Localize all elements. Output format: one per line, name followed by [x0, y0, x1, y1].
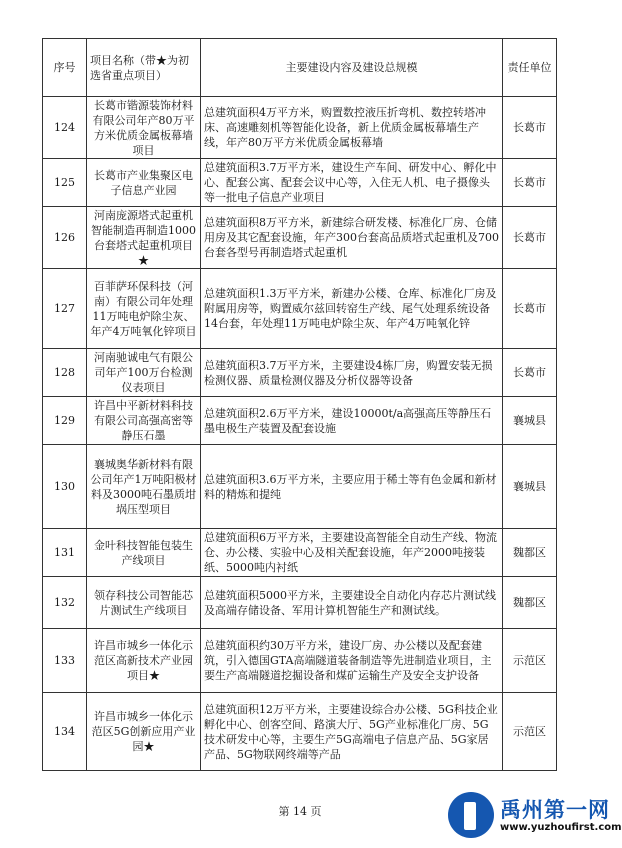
- table-row: [43, 629, 557, 693]
- row-name: 百菲萨环保科技（河南）有限公司年处理11万吨电炉除尘灰、年产4万吨氧化锌项目: [87, 269, 201, 349]
- watermark-title: 禹州第一网: [500, 798, 610, 822]
- row-no: 133: [43, 629, 87, 693]
- row-no: 131: [43, 529, 87, 577]
- row-unit: 长葛市: [503, 269, 557, 349]
- row-name: 河南庞源塔式起重机智能制造再制造1000台套塔式起重机项目★: [87, 207, 201, 269]
- site-logo-icon: [448, 792, 494, 838]
- row-content: 总建筑面积4万平方米，购置数控液压折弯机、数控转塔冲床、高速雕刻机等智能化设备，新上优质金属板幕墙生产线，年产80万平方米优质金属板幕墙: [201, 97, 503, 159]
- site-watermark: [448, 790, 622, 844]
- row-name: 许昌中平新材料科技有限公司高强高密等静压石墨: [87, 397, 201, 445]
- row-unit: 示范区: [503, 693, 557, 771]
- row-name: 长葛市产业集聚区电子信息产业园: [87, 159, 201, 207]
- row-unit: 长葛市: [503, 97, 557, 159]
- table-header-row: [43, 39, 557, 97]
- row-content: 总建筑面积3.7万平方米，建设生产车间、研发中心、孵化中心、配套公寓、配套会议中心等，入住无人机、电子摄像头等一批电子信息产业项目: [201, 159, 503, 207]
- table-row: [43, 693, 557, 771]
- table-row: [43, 97, 557, 159]
- row-no: 125: [43, 159, 87, 207]
- row-name: 金叶科技智能包装生产线项目: [87, 529, 201, 577]
- table-row: [43, 529, 557, 577]
- row-name: 许昌市城乡一体化示范区5G创新应用产业园★: [87, 693, 201, 771]
- row-unit: 长葛市: [503, 207, 557, 269]
- header-content: 主要建设内容及建设总规模: [201, 39, 503, 97]
- row-no: 134: [43, 693, 87, 771]
- row-unit: 魏都区: [503, 577, 557, 629]
- row-content: 总建筑面积12万平方米，主要建设综合办公楼、5G科技企业孵化中心、创客空间、路演大厅、5G产业标准化厂房、5G技术研发中心等，主要生产5G高端电子信息产品、5G家居产品、5G物联网终端等产品: [201, 693, 503, 771]
- table-row: [43, 349, 557, 397]
- header-no: 序号: [43, 39, 87, 97]
- row-unit: 长葛市: [503, 159, 557, 207]
- row-name: 河南驰诚电气有限公司年产100万台检测仪表项目: [87, 349, 201, 397]
- row-no: 126: [43, 207, 87, 269]
- row-content: 总建筑面积1.3万平方米，新建办公楼、仓库、标准化厂房及附属用房等，购置威尔兹回转窑生产线、尾气处理系统设备14台套，年处理11万吨电炉除尘灰、年产4万吨氧化锌: [201, 269, 503, 349]
- project-table: [42, 38, 557, 771]
- row-content: 总建筑面积6万平方米，主要建设高智能全自动生产线、物流仓、办公楼、实验中心及相关配套设施，年产2000吨接装纸、5000吨内衬纸: [201, 529, 503, 577]
- table-row: [43, 577, 557, 629]
- row-content: 总建筑面积2.6万平方米，建设10000t/a高强高压等静压石墨电极生产装置及配套设施: [201, 397, 503, 445]
- row-unit: 襄城县: [503, 397, 557, 445]
- row-content: 总建筑面积约30万平方米，建设厂房、办公楼以及配套建筑，引入德国GTA高端隧道装备制造等先进制造业项目，主要生产高端隧道挖掘设备和煤矿运输生产及安全支护设备: [201, 629, 503, 693]
- row-unit: 魏都区: [503, 529, 557, 577]
- row-name: 长葛市锴源装饰材料有限公司年产80万平方米优质金属板幕墙项目: [87, 97, 201, 159]
- row-name: 襄城奥华新材料有限公司年产1万吨阳极材料及3000吨石墨质坩埚压型项目: [87, 445, 201, 529]
- row-name: 许昌市城乡一体化示范区高新技术产业园项目★: [87, 629, 201, 693]
- row-name: 领存科技公司智能芯片测试生产线项目: [87, 577, 201, 629]
- row-content: 总建筑面积8万平方米，新建综合研发楼、标准化厂房、仓储用房及其它配套设施，年产300台套高品质塔式起重机及700台套各型号再制造塔式起重机: [201, 207, 503, 269]
- table-row: [43, 269, 557, 349]
- row-no: 130: [43, 445, 87, 529]
- row-unit: 示范区: [503, 629, 557, 693]
- row-no: 127: [43, 269, 87, 349]
- row-no: 128: [43, 349, 87, 397]
- row-no: 129: [43, 397, 87, 445]
- table-row: [43, 397, 557, 445]
- row-content: 总建筑面积3.7万平方米，主要建设4栋厂房，购置安装无损检测仪器、质量检测仪器及分析仪器等设备: [201, 349, 503, 397]
- table-row: [43, 445, 557, 529]
- row-no: 124: [43, 97, 87, 159]
- row-no: 132: [43, 577, 87, 629]
- table-row: [43, 207, 557, 269]
- row-content: 总建筑面积5000平方米，主要建设全自动化内存芯片测试线及高端存储设备、军用计算机智能生产和测试线。: [201, 577, 503, 629]
- header-unit: 责任单位: [503, 39, 557, 97]
- row-unit: 长葛市: [503, 349, 557, 397]
- row-content: 总建筑面积3.6万平方米，主要应用于稀土等有色金属和新材料的精炼和提纯: [201, 445, 503, 529]
- watermark-url: www.yuzhoufirst.com: [500, 822, 622, 833]
- header-name: 项目名称（带★为初选省重点项目）: [87, 39, 201, 97]
- table-row: [43, 159, 557, 207]
- page-number: 第 14 页: [278, 805, 322, 818]
- row-unit: 襄城县: [503, 445, 557, 529]
